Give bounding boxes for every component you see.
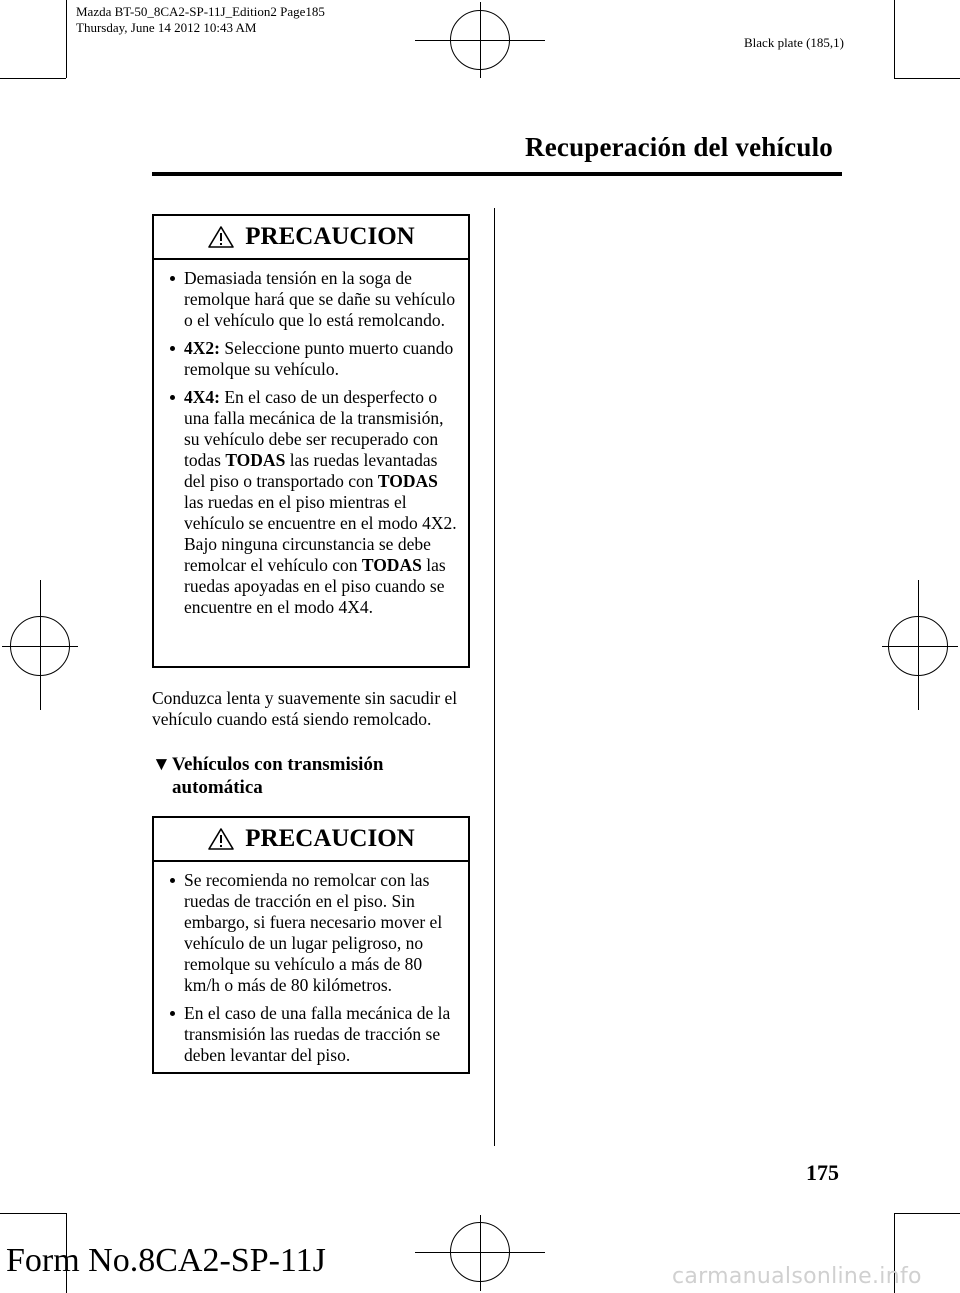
caution-item: 4X2: Seleccione punto muerto cuando remolque su vehículo. — [168, 338, 458, 380]
plate-label: Black plate (185,1) — [744, 35, 844, 50]
watermark: carmanualsonline.info — [672, 1264, 922, 1289]
print-meta — [76, 4, 325, 36]
page-number: 175 — [806, 1160, 839, 1185]
caution-body — [154, 260, 468, 626]
caution-body — [154, 862, 468, 1074]
subheading — [152, 753, 384, 799]
body-paragraph: Conduzca lenta y suavemente sin sacudir el vehículo cuando está siendo remolcado. — [152, 688, 458, 729]
caution-box-1 — [152, 214, 470, 668]
print-file-line: Mazda BT-50_8CA2-SP-11J_Edition2 Page185 — [76, 4, 325, 19]
section-title: Recuperación del vehículo — [525, 132, 833, 162]
subheading-line-1: Vehículos con transmisión — [172, 754, 384, 775]
caution-title: PRECAUCION — [245, 825, 415, 852]
subheading-line-2: automática — [172, 777, 263, 798]
form-number: Form No.8CA2-SP-11J — [6, 1242, 326, 1279]
column-divider — [494, 208, 495, 1146]
warning-triangle-icon — [207, 827, 235, 851]
caution-item: 4X4: En el caso de un desperfecto o una falla mecánica de la transmisión, su vehículo debe ser recuperado con todas TODAS las ruedas levantadas del piso o transportado con TODAS las ruedas en el piso mientras el vehículo se encuentre en el modo 4X2. Bajo ninguna circunstancia se debe remolcar el vehículo con TODAS las ruedas apoyadas en el piso cuando se encuentre en el modo 4X4. — [168, 387, 458, 618]
caution-item: Se recomienda no remolcar con las ruedas de tracción en el piso. Sin embargo, si fuera necesario mover el vehículo de un lugar peligroso, no remolque su vehículo a más de 80 km/h o más de 80 kilómetros. — [168, 870, 458, 996]
caution-box-2 — [152, 816, 470, 1074]
print-date-line: Thursday, June 14 2012 10:43 AM — [76, 20, 257, 35]
caution-title: PRECAUCION — [245, 223, 415, 250]
caution-item: Demasiada tensión en la soga de remolque hará que se dañe su vehículo o el vehículo que lo está remolcando. — [168, 268, 458, 331]
caution-header — [154, 216, 468, 260]
triangle-down-icon: ▼ — [152, 754, 171, 775]
title-rule — [152, 172, 842, 176]
warning-triangle-icon — [207, 225, 235, 249]
caution-item: En el caso de una falla mecánica de la transmisión las ruedas de tracción se deben levantar del piso. — [168, 1003, 458, 1066]
caution-header — [154, 818, 468, 862]
